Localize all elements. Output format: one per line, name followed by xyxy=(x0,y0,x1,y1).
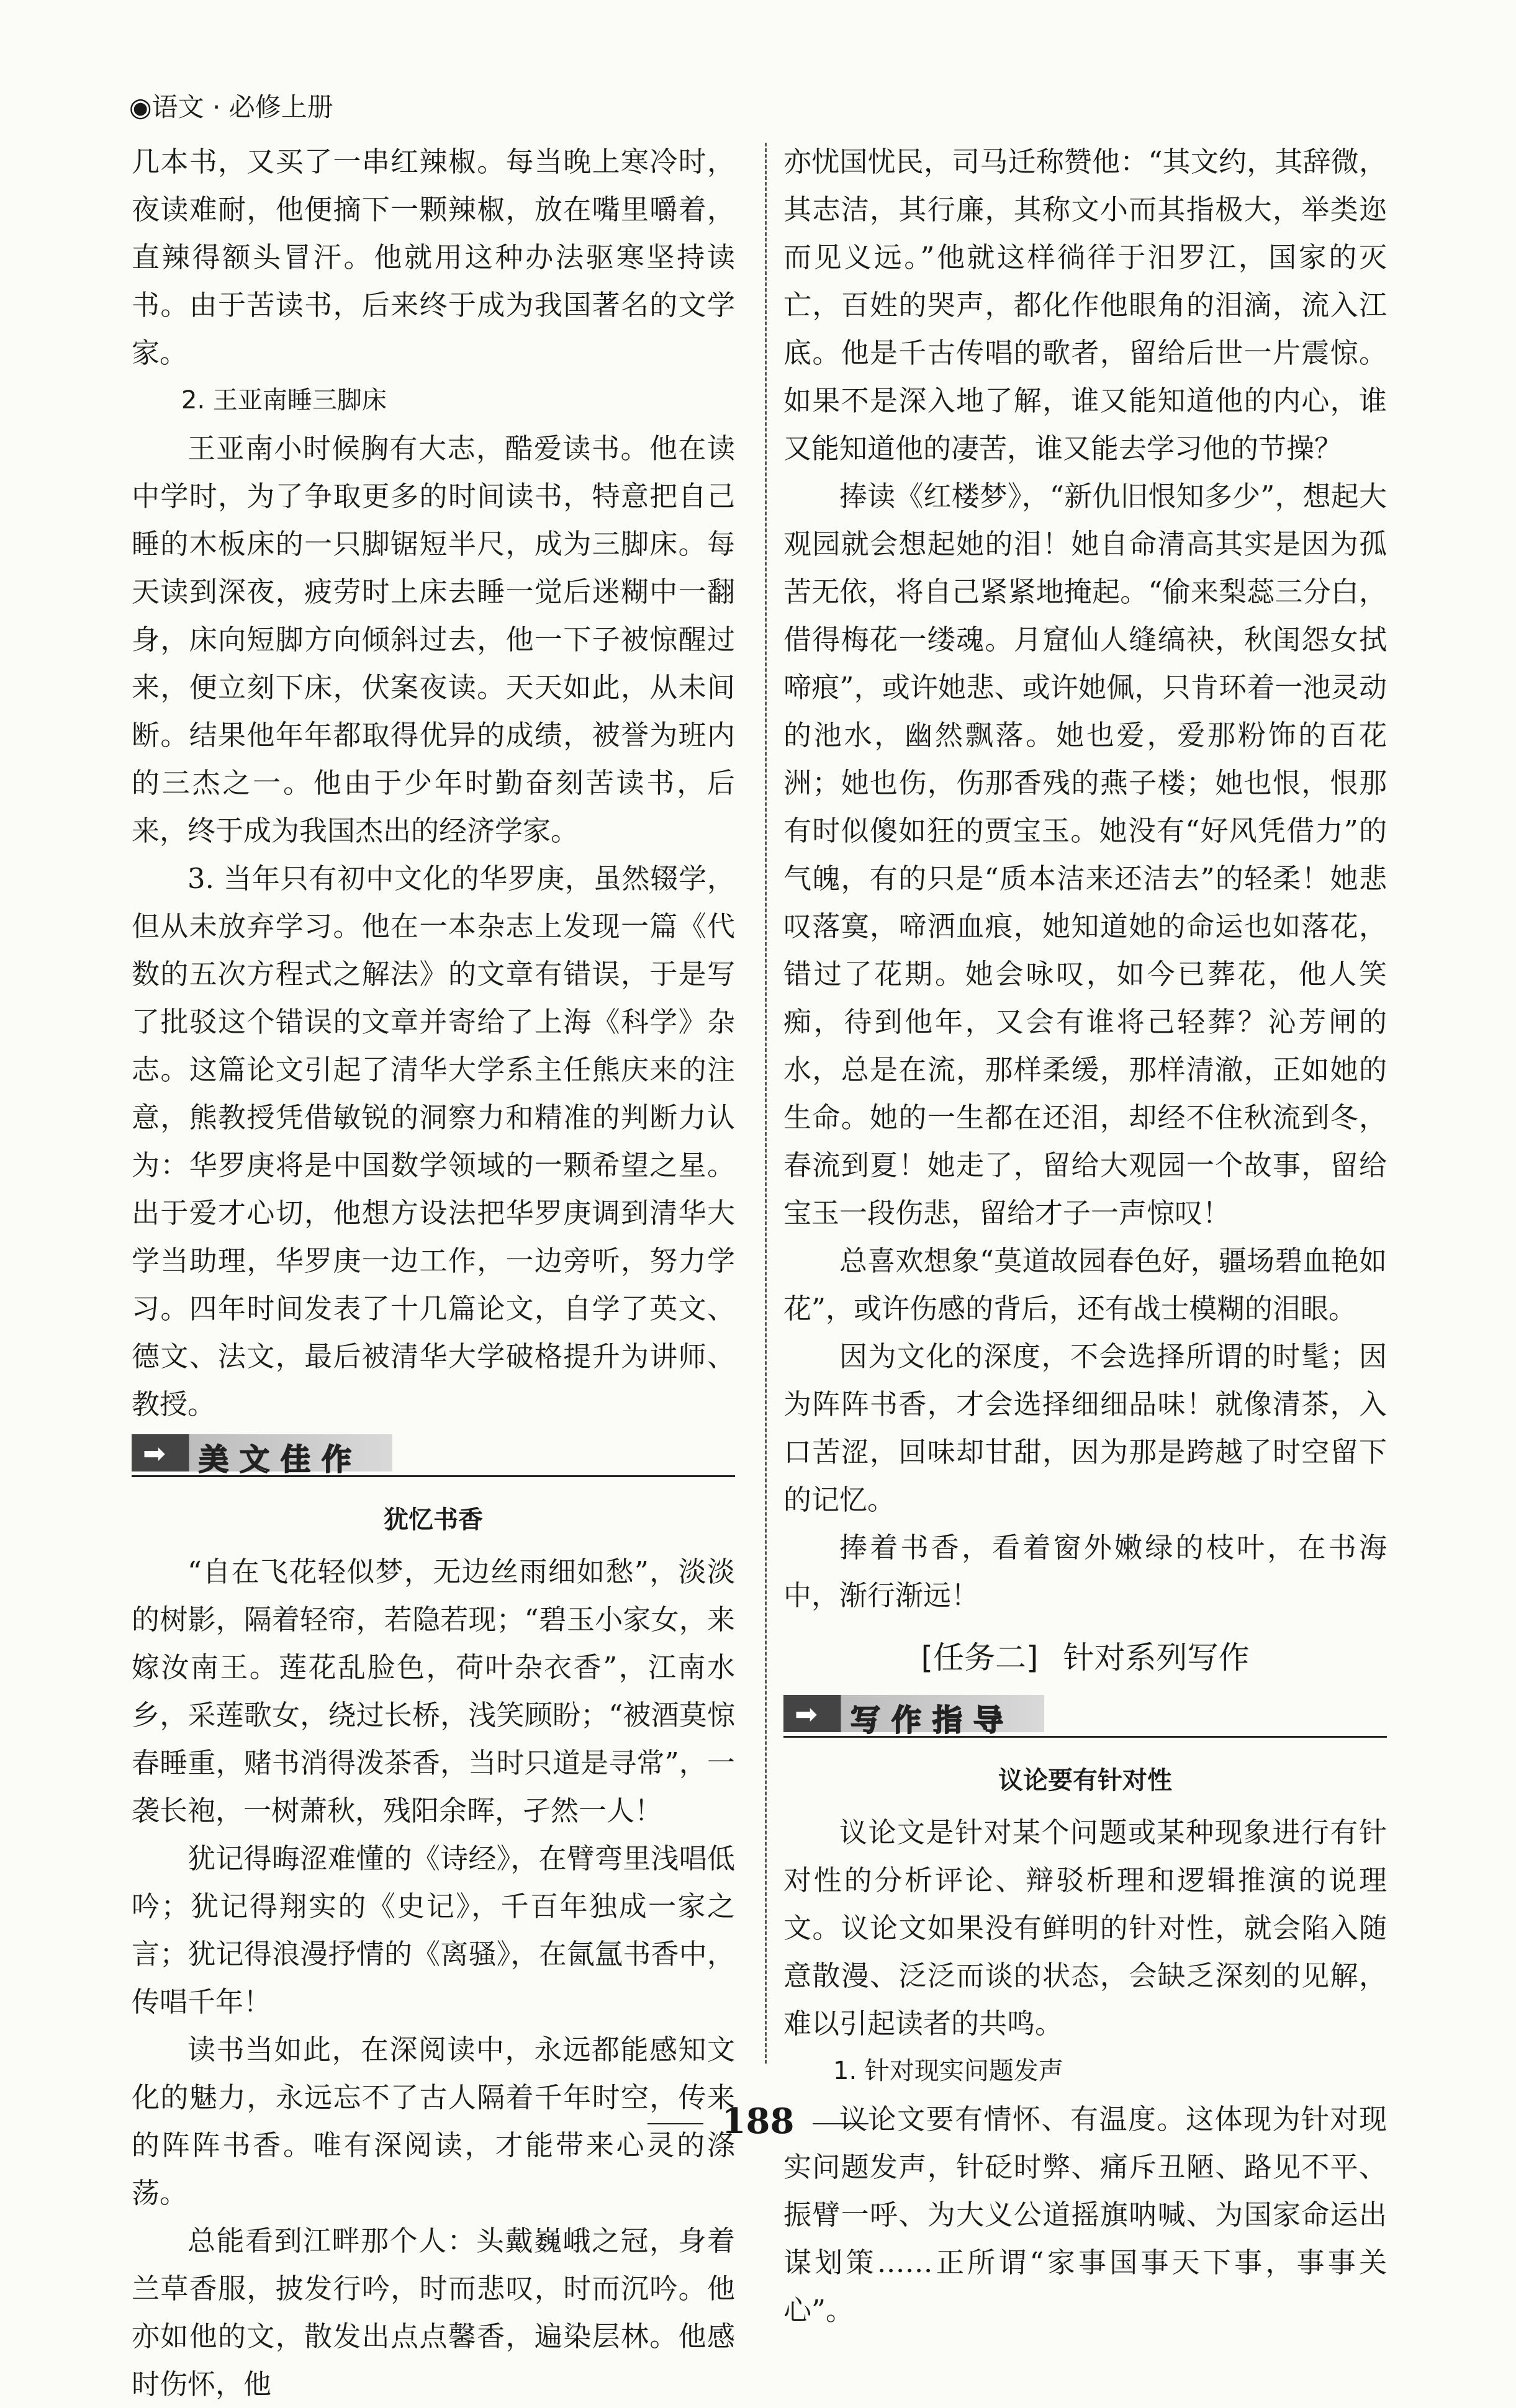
arrow-right-icon: ➡ xyxy=(795,1699,818,1730)
guide-title: 议论要有针对性 xyxy=(998,1766,1172,1795)
paragraph: “自在飞花轻似梦，无边丝雨细如愁”，淡淡的树影，隔着轻帘，若隐若现；“碧玉小家女，来嫁汝南王。莲花乱脸色，荷叶杂衣香”，江南水乡，采莲歌女，绕过长桥，浅笑顾盼；“被酒莫惊春睡重，赌书消得泼茶香，当时只道是寻常”，一袭长袍，一树萧秋，残阳余晖，孑然一人！ xyxy=(132,1555,735,1827)
section-banner-essay xyxy=(132,1434,735,1477)
subheading: 1. 针对现实问题发声 xyxy=(833,2057,1063,2085)
paragraph: 总喜欢想象“莫道故园春色好，疆场碧血艳如花”，或许伤感的背后，还有战士模糊的泪眼。 xyxy=(783,1244,1387,1325)
section-banner-guide xyxy=(783,1695,1387,1738)
page-number: 188 xyxy=(0,2101,1516,2142)
subheading: 2. 王亚南睡三脚床 xyxy=(181,386,387,415)
paragraph: 3. 当年只有初中文化的华罗庚，虽然辍学，但从未放弃学习。他在一本杂志上发现一篇《代数的五次方程式之解法》的文章有错误，于是写了批驳这个错误的文章并寄给了上海《科学》杂志。这篇论文引起了清华大学系主任熊庆来的注意，熊教授凭借敏锐的洞察力和精准的判断力认为：华罗庚将是中国数学领域的一颗希望之星。出于爱才心切，他想方设法把华罗庚调到清华大学当助理，华罗庚一边工作，一边旁听，努力学习。四年时间发表了十几篇论文，自学了英文、德文、法文，最后被清华大学破格提升为讲师、教授。 xyxy=(132,862,735,1421)
paragraph: 因为文化的深度，不会选择所谓的时髦；因为阵阵书香，才会选择细细品味！就像清茶，入口苦涩，回味却甘甜，因为那是跨越了时空留下的记忆。 xyxy=(783,1340,1387,1516)
paragraph: 捧着书香，看着窗外嫩绿的枝叶，在书海中，渐行渐远！ xyxy=(783,1531,1387,1612)
paragraph: 犹记得晦涩难懂的《诗经》，在臂弯里浅唱低吟；犹记得翔实的《史记》，千百年独成一家之言；犹记得浪漫抒情的《离骚》，在氤氲书香中，传唱千年！ xyxy=(132,1842,735,2018)
left-column xyxy=(132,138,735,2408)
right-column xyxy=(783,138,1387,2334)
paragraph: 捧读《红楼梦》，“新仇旧恨知多少”，想起大观园就会想起她的泪！她自命清高其实是因为孤苦无依，将自己紧紧地掩起。“偷来梨蕊三分白，借得梅花一缕魂。月窟仙人缝缟袂，秋闺怨女拭啼痕”，或许她悲、或许她佩，只肯环着一池灵动的池水，幽然飘落。她也爱，爱那粉饰的百花洲；她也伤，伤那香残的燕子楼；她也恨，恨那有时似傻如狂的贾宝玉。她没有“好风凭借力”的气魄，有的只是“质本洁来还洁去”的轻柔！她悲叹落寞，啼洒血痕，她知道她的命运也如落花，错过了花期。她会咏叹，如今已葬花，他人笑痴，待到他年，又会有谁将己轻葬？沁芳闸的水，总是在流，那样柔缓，那样清澈，正如她的生命。她的一生都在还泪，却经不住秋流到冬，春流到夏！她走了，留给大观园一个故事，留给宝玉一段伤悲，留给才子一声惊叹！ xyxy=(783,480,1387,1229)
banner-label: 美文佳作 xyxy=(199,1442,363,1477)
column-divider xyxy=(765,143,767,2064)
arrow-right-icon: ➡ xyxy=(143,1438,166,1470)
essay-title: 犹忆书香 xyxy=(384,1506,483,1534)
banner-label: 写作指导 xyxy=(850,1703,1015,1738)
paragraph: 王亚南小时候胸有大志，酷爱读书。他在读中学时，为了争取更多的时间读书，特意把自己睡的木板床的一只脚锯短半尺，成为三脚床。每天读到深夜，疲劳时上床去睡一觉后迷糊中一翻身，床向短脚方向倾斜过去，他一下子被惊醒过来，便立刻下床，伏案夜读。天天如此，从未间断。结果他年年都取得优异的成绩，被誉为班内的三杰之一。他由于少年时勤奋刻苦读书，后来，终于成为我国杰出的经济学家。 xyxy=(132,432,735,847)
paragraph: 亦忧国忧民，司马迁称赞他：“其文约，其辞微，其志洁，其行廉，其称文小而其指极大，举类迩而见义远。”他就这样徜徉于汨罗江，国家的灭亡，百姓的哭声，都化作他眼角的泪滴，流入江底。他是千古传唱的歌者，留给后世一片震惊。如果不是深入地了解，谁又能知道他的内心，谁又能知道他的凄苦，谁又能去学习他的节操？ xyxy=(783,145,1387,465)
paragraph: 议论文要有情怀、有温度。这体现为针对现实问题发声，针砭时弊、痛斥丑陋、路见不平、振臂一呼、为大义公道摇旗呐喊、为国家命运出谋划策……正所谓“家事国事天下事，事事关心”。 xyxy=(783,2103,1387,2327)
book-header: ◉语文 · 必修上册 xyxy=(129,92,333,122)
paragraph: 议论文是针对某个问题或某种现象进行有针对性的分析评论、辩驳析理和逻辑推演的说理文。议论文如果没有鲜明的针对性，就会陷入随意散漫、泛泛而谈的状态，会缺乏深刻的见解，难以引起读者的共鸣。 xyxy=(783,1816,1387,2040)
task-heading xyxy=(783,1627,1387,1689)
task-title: 针对系列写作 xyxy=(1063,1640,1250,1676)
paragraph: 总能看到江畔那个人：头戴巍峨之冠，身着兰草香服，披发行吟，时而悲叹，时而沉吟。他亦如他的文，散发出点点馨香，遍染层林。他感时伤怀，他 xyxy=(132,2224,735,2401)
task-tag: [任务二] xyxy=(921,1640,1039,1676)
paragraph: 几本书，又买了一串红辣椒。每当晚上寒冷时，夜读难耐，他便摘下一颗辣椒，放在嘴里嚼着，直辣得额头冒汗。他就用这种办法驱寒坚持读书。由于苦读书，后来终于成为我国著名的文学家。 xyxy=(132,145,735,369)
paragraph: 读书当如此，在深阅读中，永远都能感知文化的魅力，永远忘不了古人隔着千年时空，传来的阵阵书香。唯有深阅读，才能带来心灵的涤荡。 xyxy=(132,2033,735,2209)
